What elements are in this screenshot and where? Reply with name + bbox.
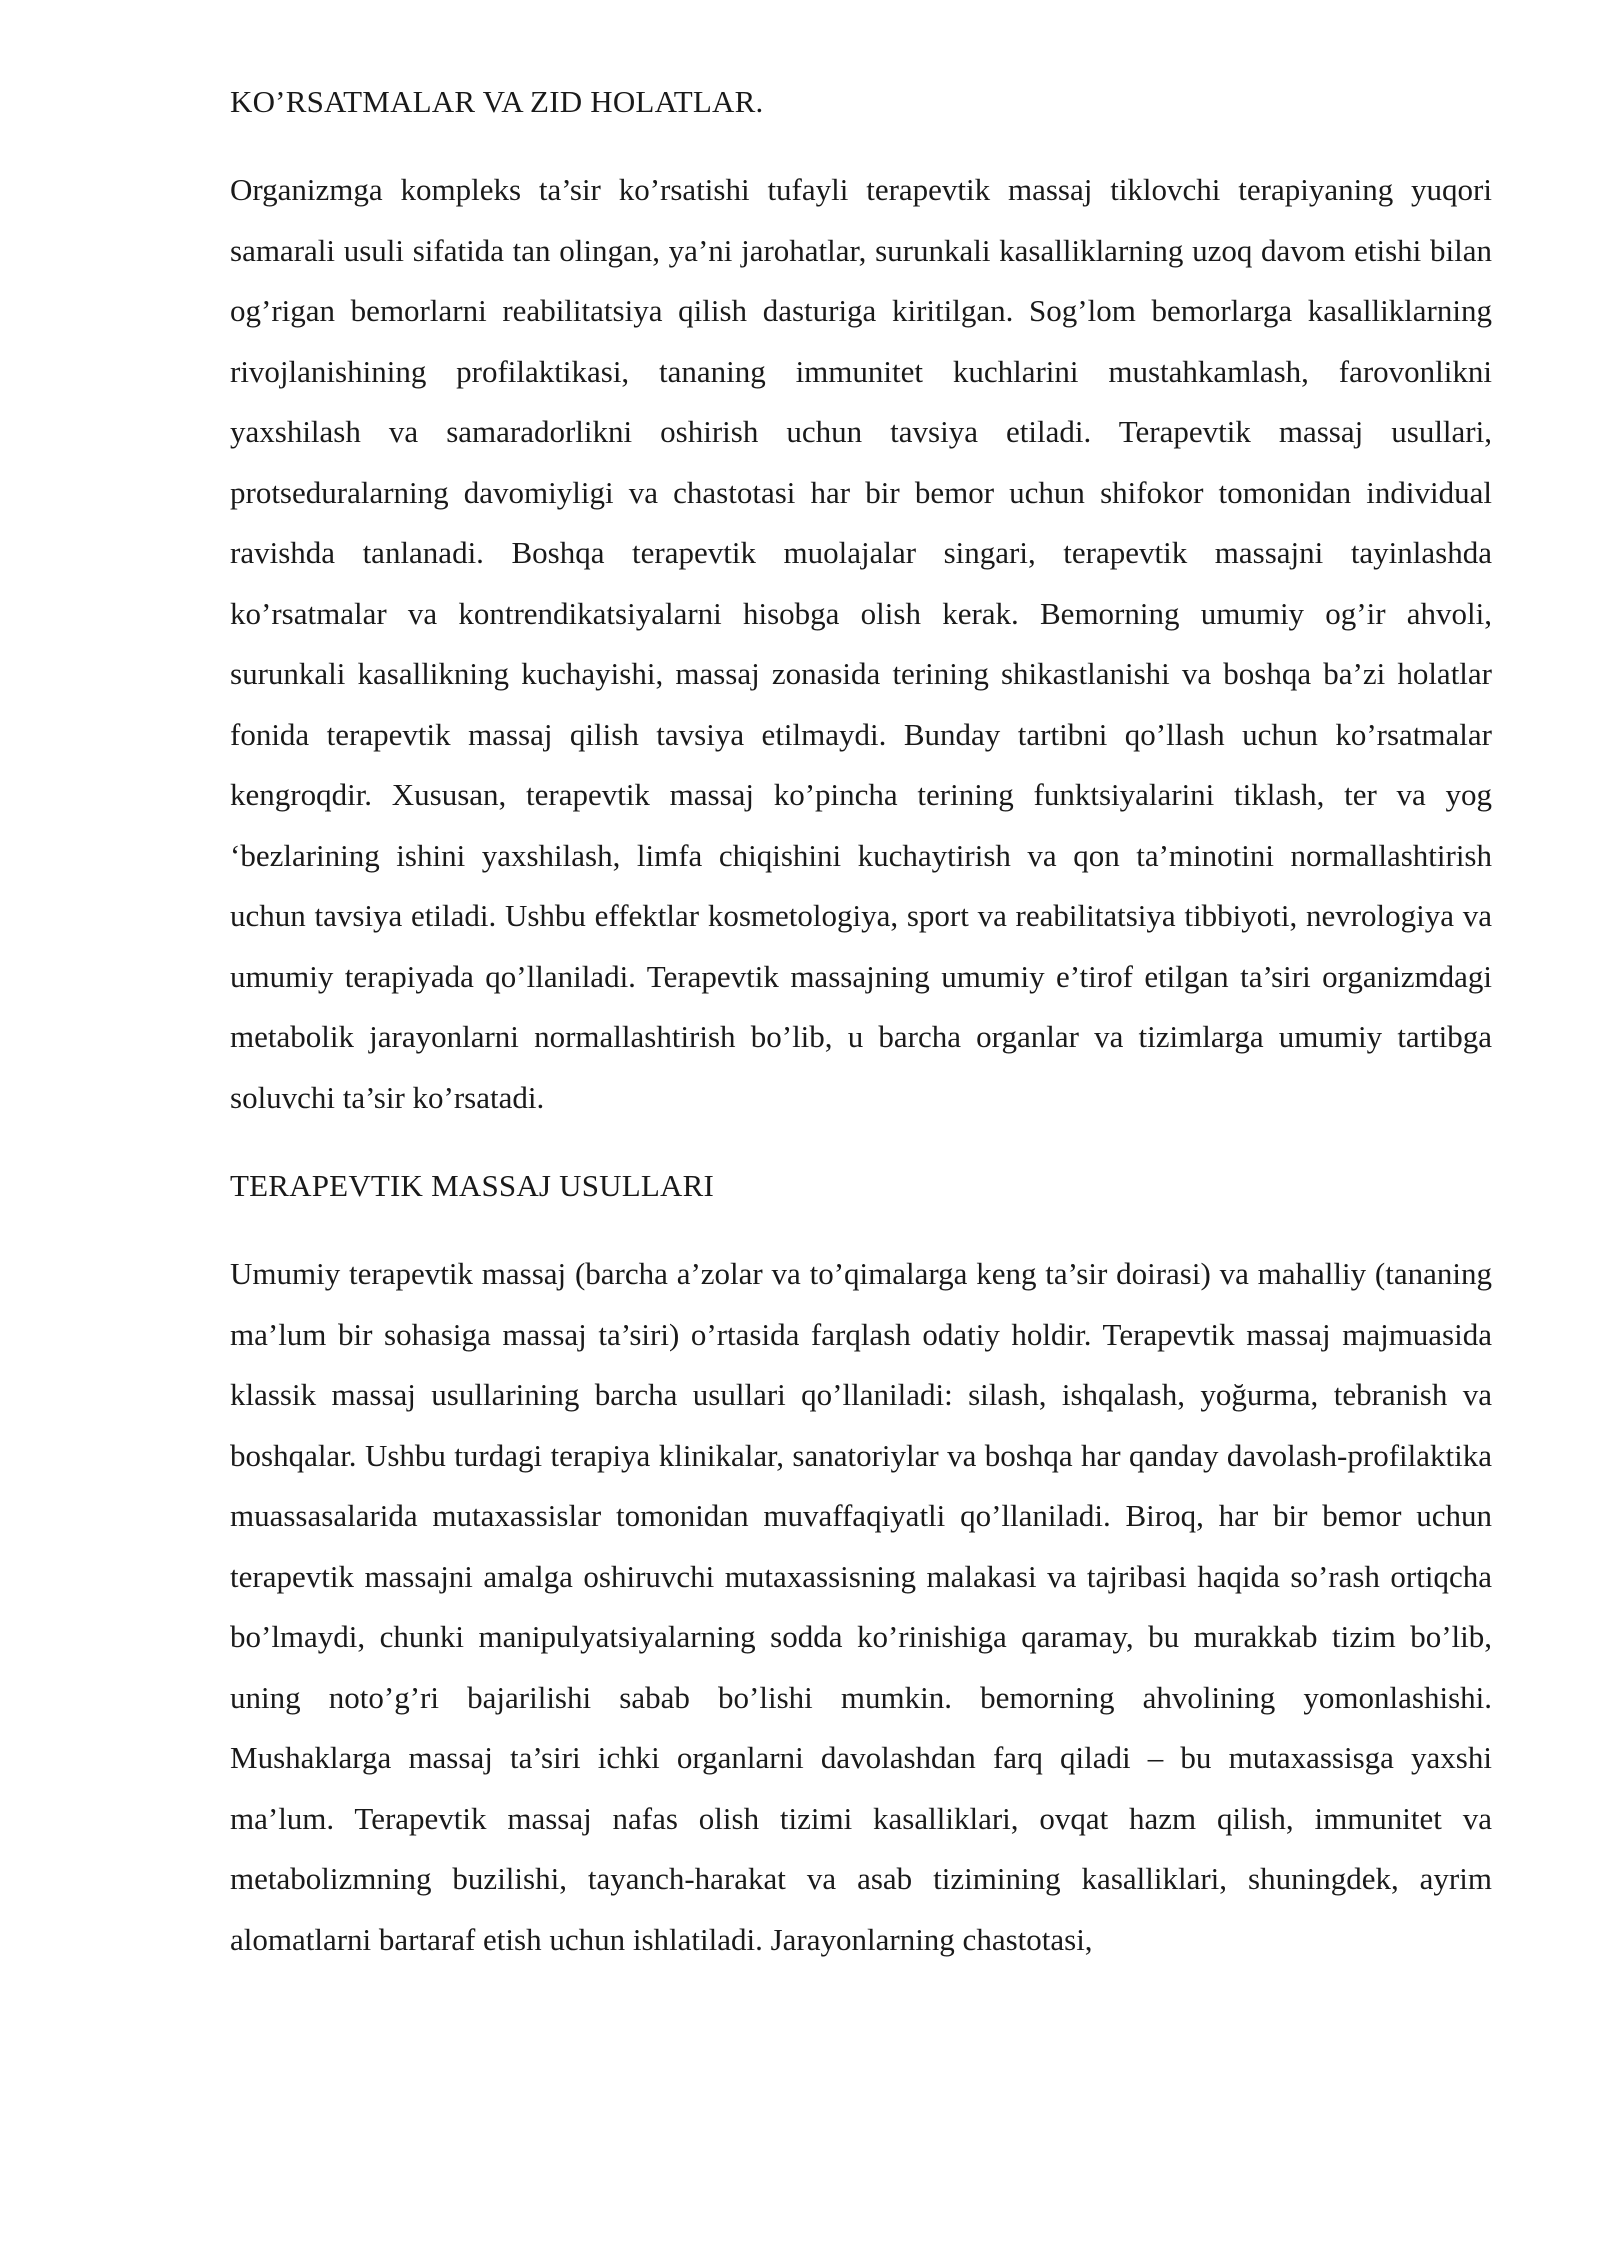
paragraph-indications: Organizmga kompleks ta’sir ko’rsatishi tufayli terapevtik massaj tiklovchi terapiyaning yuqori samarali usuli sifatida tan olingan, ya’ni jarohatlar, surunkali kasalliklarning uzoq davom etishi bilan og’rigan bemorlarni reabilitatsiya qilish dasturiga kiritilgan. Sog’lom bemorlarga kasalliklarning rivojlanishining profilaktikasi, tananing immunitet kuchlarini mustahkamlash, farovonlikni yaxshilash va samaradorlikni oshirish uchun tavsiya etiladi. Terapevtik massaj usullari, protseduralarning davomiyligi va chastotasi har bir bemor uchun shifokor tomonidan individual ravishda tanlanadi. Boshqa terapevtik muolajalar singari, terapevtik massajni tayinlashda ko’rsatmalar va kontrendikatsiyalarni hisobga olish kerak. Bemorning umumiy og’ir ahvoli, surunkali kasallikning kuchayishi, massaj zonasida terining shikastlanishi va boshqa ba’zi holatlar fonida terapevtik massaj qilish tavsiya etilmaydi. Bunday tartibni qo’llash uchun ko’rsatmalar kengroqdir. Xususan, terapevtik massaj ko’pincha terining funktsiyalarini tiklash, ter va yog ‘bezlarining ishini yaxshilash, limfa chiqishini kuchaytirish va qon ta’minotini normallashtirish uchun tavsiya etiladi. Ushbu effektlar kosmetologiya, sport va reabilitatsiya tibbiyoti, nevrologiya va umumiy terapiyada qo’llaniladi. Terapevtik massajning umumiy e’tirof etilgan ta’siri organizmdagi metabolik jarayonlarni normallashtirish bo’lib, u barcha organlar va tizimlarga umumiy tartibga soluvchi ta’sir ko’rsatadi.	[230, 172, 1492, 1115]
section-heading-indications: KO’RSATMALAR VA ZID HOLATLAR.	[230, 84, 764, 119]
paragraph-methods: Umumiy terapevtik massaj (barcha a’zolar va to’qimalarga keng ta’sir doirasi) va mahalliy (tananing ma’lum bir sohasiga massaj ta’siri) o’rtasida farqlash odatiy holdir. Terapevtik massaj majmuasida klassik massaj usullarining barcha usullari qo’llaniladi: silash, ishqalash, yoğurma, tebranish va boshqalar. Ushbu turdagi terapiya klinikalar, sanatoriylar va boshqa har qanday davolash-profilaktika muassasalarida mutaxassislar tomonidan muvaffaqiyatli qo’llaniladi. Biroq, har bir bemor uchun terapevtik massajni amalga oshiruvchi mutaxassisning malakasi va tajribasi haqida so’rash ortiqcha bo’lmaydi, chunki manipulyatsiyalarning sodda ko’rinishiga qaramay, bu murakkab tizim bo’lib, uning noto’g’ri bajarilishi sabab bo’lishi mumkin. bemorning ahvolining yomonlashishi. Mushaklarga massaj ta’siri ichki organlarni davolashdan farq qiladi – bu mutaxassisga yaxshi ma’lum. Terapevtik massaj nafas olish tizimi kasalliklari, ovqat hazm qilish, immunitet va metabolizmning buzilishi, tayanch-harakat va asab tizimining kasalliklari, shuningdek, ayrim alomatlarni bartaraf etish uchun ishlatiladi. Jarayonlarning chastotasi,	[230, 1256, 1492, 1957]
section-heading-methods: TERAPEVTIK MASSAJ USULLARI	[230, 1168, 715, 1203]
document-body	[230, 72, 1492, 1970]
